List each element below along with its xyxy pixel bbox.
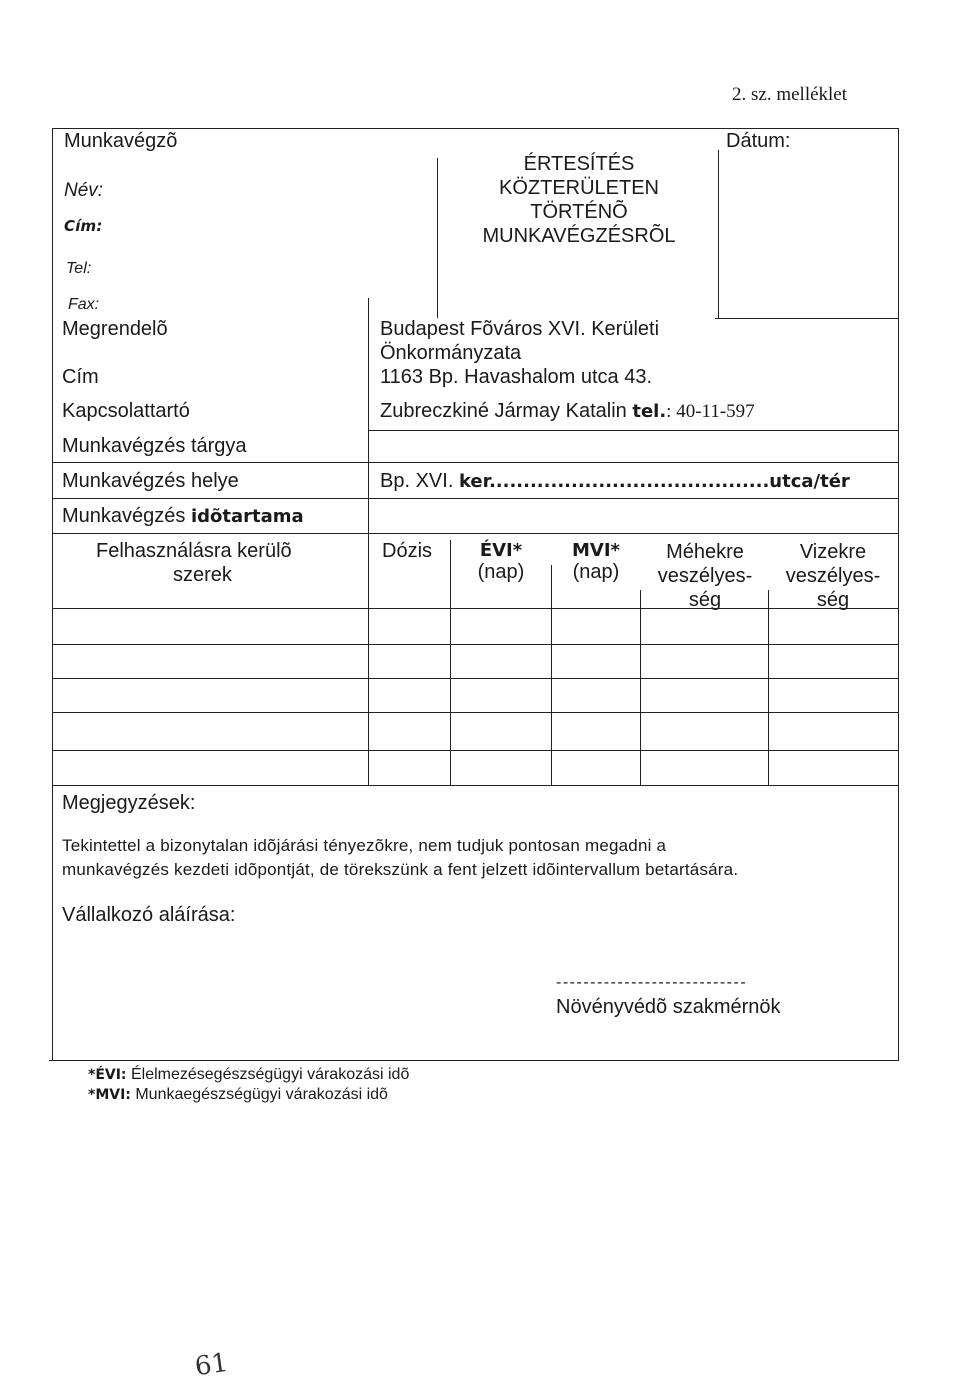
place-label: Munkavégzés helye <box>62 470 239 492</box>
duration-label <box>62 505 304 528</box>
col-evi <box>452 540 550 584</box>
col-waters <box>770 540 896 612</box>
contact-name: Zubreczkiné Jármay Katalin <box>380 400 627 422</box>
form-title <box>440 152 718 248</box>
col-dose: Dózis <box>382 540 433 562</box>
chem-label-line2: szerek <box>173 564 232 586</box>
footnote-mvi-text: Munkaegészségügyi várakozási idõ <box>130 1086 388 1103</box>
subject-label: Munkavégzés tárgya <box>62 435 247 457</box>
place-street: ........................................utca/tér <box>495 471 850 492</box>
signer-title: Növényvédõ szakmérnök <box>556 996 781 1018</box>
chem-label-line1: Felhasználásra kerülõ <box>96 540 292 562</box>
contact-value <box>380 400 755 423</box>
signature-label: Vállalkozó aláírása: <box>62 904 236 926</box>
fax-label: Fax: <box>68 296 100 313</box>
address-row-label: Cím <box>62 366 99 388</box>
contact-tel-value: : 40-11-597 <box>666 401 755 422</box>
title-line: ÉRTESÍTÉS <box>523 153 635 175</box>
title-line: TÖRTÉNÕ <box>530 201 628 223</box>
name-label: Név: <box>64 180 104 201</box>
col-evi-unit: (nap) <box>477 561 525 583</box>
annex-label: 2. sz. melléklet <box>732 84 848 105</box>
col-mvi-title: MVI* <box>572 540 620 561</box>
col-bees-line3: ség <box>688 589 722 611</box>
place-ker: ker. <box>458 471 496 492</box>
date-label: Dátum: <box>726 130 791 152</box>
footnote-evi-text: Élelmezésegészségügyi várakozási idõ <box>126 1066 410 1083</box>
client-value-line2: Önkormányzata <box>380 342 522 364</box>
notes-text-line2: munkavégzés kezdeti idõpontját, de törekszünk a fent jelzett idõintervallum betartására. <box>62 860 739 879</box>
place-value <box>380 470 850 493</box>
col-waters-line3: ség <box>816 589 850 611</box>
client-label: Megrendelõ <box>62 318 168 340</box>
worker-label: Munkavégzõ <box>64 130 178 152</box>
client-value-line1: Budapest Fõváros XVI. Kerületi <box>380 318 660 340</box>
notes-label: Megjegyzések: <box>62 792 196 814</box>
col-evi-title: ÉVI* <box>479 540 523 561</box>
col-bees-line2: veszélyes- <box>657 565 753 587</box>
notes-text-line1: Tekintettel a bizonytalan idõjárási tényezõkre, nem tudjuk pontosan megadni a <box>62 836 667 855</box>
col-waters-line2: veszélyes- <box>785 565 881 587</box>
footnote-evi <box>88 1066 409 1084</box>
address-value: 1163 Bp. Havashalom utca 43. <box>380 366 653 388</box>
col-waters-line1: Vizekre <box>799 541 867 563</box>
footnote-mvi-key: *MVI: <box>88 1087 131 1103</box>
signature-line: ---------------------------- <box>556 974 748 991</box>
title-line: KÖZTERÜLETEN <box>498 177 660 199</box>
handwritten-page-number: 61 <box>193 1347 231 1383</box>
duration-prefix: Munkavégzés <box>62 505 186 527</box>
col-mvi <box>553 540 639 584</box>
place-prefix: Bp. XVI. <box>380 470 454 492</box>
col-bees <box>642 540 768 612</box>
col-mvi-unit: (nap) <box>572 561 620 583</box>
col-bees-line1: Méhekre <box>666 541 744 563</box>
title-line: MUNKAVÉGZÉSRÕL <box>482 225 676 247</box>
footnote-mvi <box>88 1086 388 1104</box>
address-label: Cím: <box>64 217 103 235</box>
contact-tel-label: tel. <box>632 401 667 422</box>
contact-label: Kapcsolattartó <box>62 400 190 422</box>
phone-label: Tel: <box>66 260 92 277</box>
duration-bold: idõtartama <box>190 506 304 527</box>
footnote-evi-key: *ÉVI: <box>88 1067 127 1083</box>
